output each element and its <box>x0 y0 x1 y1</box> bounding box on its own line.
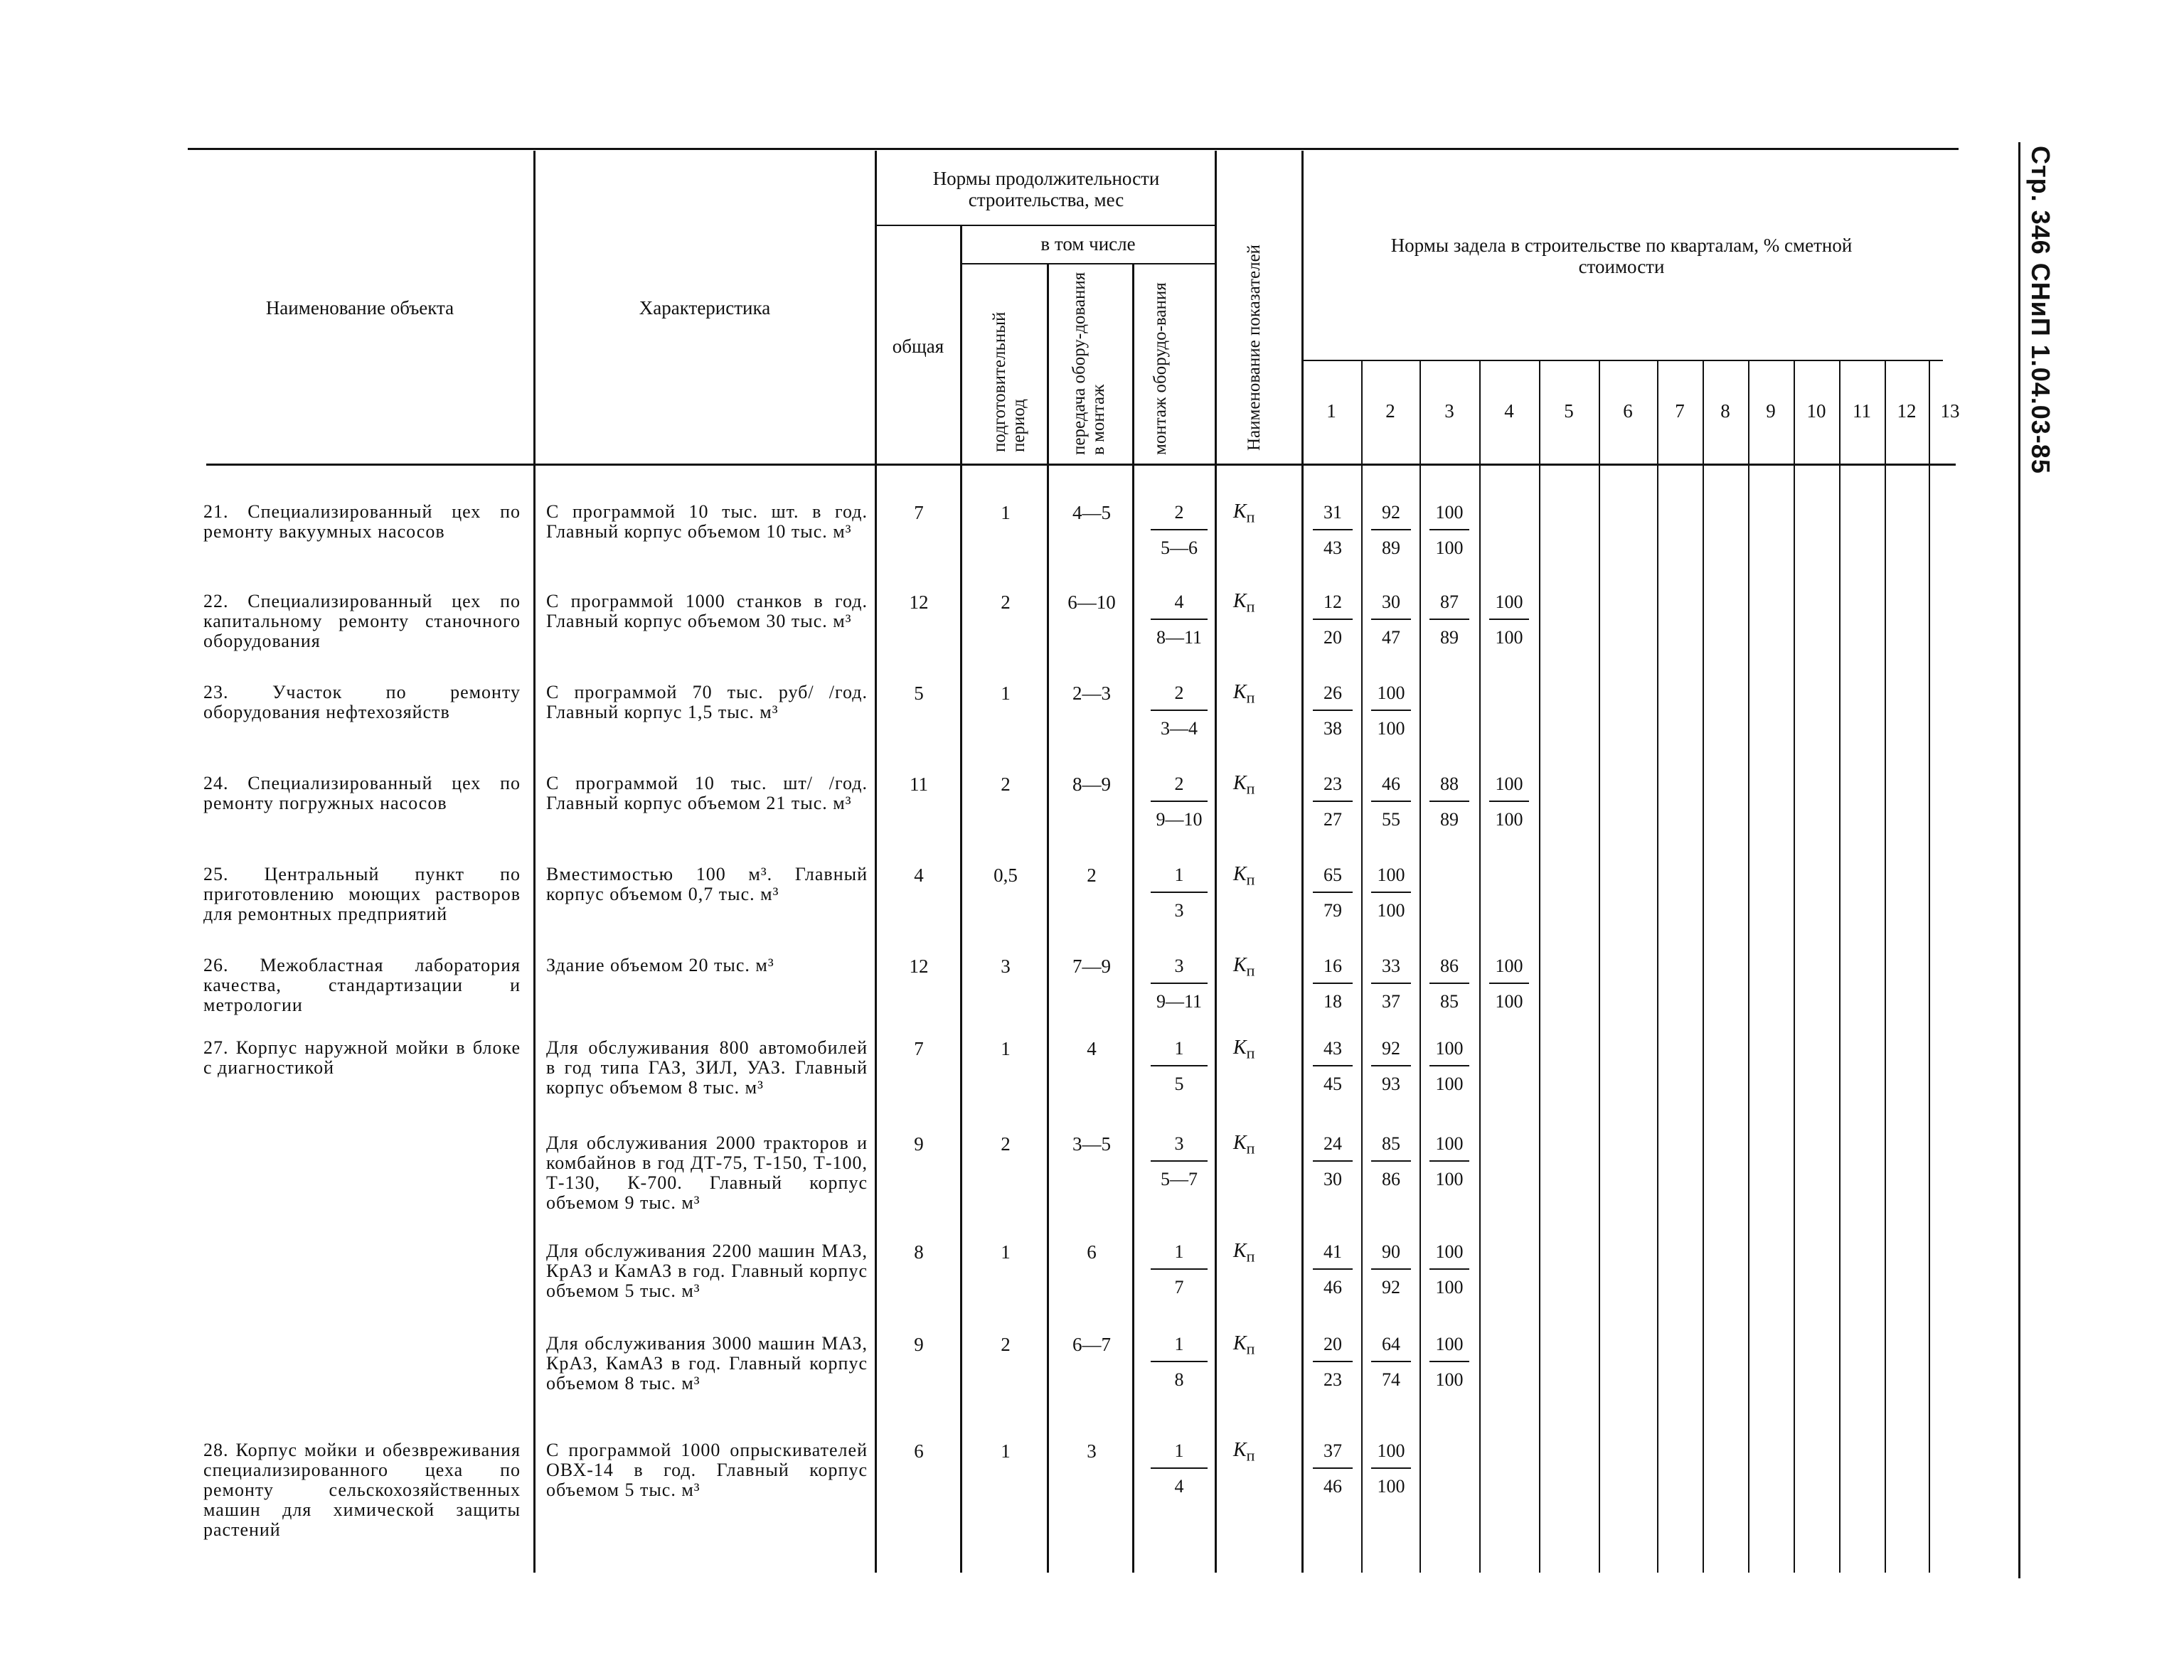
fraction-numerator: 43 <box>1313 1038 1353 1066</box>
header-norms-duration: Нормы продолжительности строительства, мес <box>932 168 1160 210</box>
q-rule <box>1794 361 1795 1573</box>
indicator-kp <box>1233 1037 1255 1063</box>
duration-transfer: 3—5 <box>1072 1133 1111 1155</box>
quarter-number: 8 <box>1720 400 1730 422</box>
q-rule <box>1657 361 1658 1573</box>
q-rule <box>1419 361 1421 1573</box>
duration-prep: 1 <box>1001 502 1011 523</box>
fraction-denominator: 100 <box>1377 718 1405 739</box>
indicator-subscript: п <box>1246 1339 1255 1358</box>
duration-total: 6 <box>914 1440 924 1462</box>
fraction-denominator: 45 <box>1323 1074 1342 1094</box>
fraction-denominator: 5—7 <box>1161 1169 1198 1189</box>
quarter-value <box>1429 1133 1469 1190</box>
quarter-value <box>1489 592 1529 648</box>
object-name: 24. Специализированный цех по ремонту погружных насосов <box>203 773 521 813</box>
characteristic: С программой 10 тыс. шт/ /год. Главный корпус объемом 21 тыс. м³ <box>546 773 868 813</box>
characteristic: С программой 10 тыс. шт. в год. Главный корпус объемом 10 тыс. м³ <box>546 501 868 542</box>
header-backlog: Нормы задела в строительстве по кварталам, % сметной стоимости <box>1390 235 1853 277</box>
duration-total: 4 <box>914 865 924 886</box>
fraction-numerator: 23 <box>1313 774 1353 802</box>
fraction-numerator: 100 <box>1429 1038 1469 1066</box>
quarter-value <box>1429 1241 1469 1298</box>
fraction-denominator: 23 <box>1323 1369 1342 1390</box>
header-rule-duration <box>876 225 1215 226</box>
duration-prep: 3 <box>1001 956 1011 977</box>
fraction-numerator: 1 <box>1151 1334 1208 1362</box>
fraction-numerator: 1 <box>1151 1440 1208 1469</box>
characteristic: Вместимостью 100 м³. Главный корпус объемом 0,7 тыс. м³ <box>546 864 868 904</box>
duration-transfer: 6—7 <box>1072 1334 1111 1355</box>
page-label: Стр. 346 СНиП 1.04.03-85 <box>2026 146 2055 474</box>
duration-install <box>1151 1133 1208 1190</box>
indicator-subscript: п <box>1246 961 1255 980</box>
quarter-number: 13 <box>1940 400 1960 422</box>
quarter-number: 10 <box>1806 400 1826 422</box>
duration-total: 9 <box>914 1334 924 1355</box>
indicator-letter: К <box>1233 590 1247 612</box>
fraction-numerator: 2 <box>1151 683 1208 711</box>
fraction-numerator: 100 <box>1371 865 1411 893</box>
duration-install <box>1151 956 1208 1012</box>
duration-prep: 2 <box>1001 1334 1011 1355</box>
indicator-letter: К <box>1233 501 1247 523</box>
fraction-denominator: 55 <box>1382 809 1400 830</box>
fraction-numerator: 100 <box>1489 956 1529 984</box>
quarter-value <box>1371 865 1411 921</box>
quarter-value <box>1313 774 1353 830</box>
fraction-numerator: 20 <box>1313 1334 1353 1362</box>
quarter-number: 11 <box>1853 400 1871 422</box>
fraction-numerator: 1 <box>1151 1241 1208 1270</box>
fraction-denominator: 100 <box>1377 1476 1405 1497</box>
fraction-numerator: 100 <box>1489 592 1529 620</box>
fraction-numerator: 2 <box>1151 502 1208 530</box>
indicator-letter: К <box>1233 772 1247 794</box>
fraction-denominator: 37 <box>1382 991 1400 1012</box>
fraction-denominator: 89 <box>1440 627 1459 648</box>
quarter-value <box>1313 1038 1353 1095</box>
header-transfer: передача обору-дования в монтаж <box>1070 272 1108 455</box>
indicator-letter: К <box>1233 681 1247 703</box>
indicator-subscript: п <box>1246 508 1255 526</box>
quarter-number: 3 <box>1444 400 1454 422</box>
duration-install <box>1151 1241 1208 1298</box>
duration-transfer: 7—9 <box>1072 956 1111 977</box>
fraction-numerator: 92 <box>1371 1038 1411 1066</box>
col-rule-indicator <box>1301 151 1304 1573</box>
characteristic: Для обслуживания 3000 машин МАЗ, КрАЗ, КамАЗ в год. Главный корпус объемом 8 тыс. м³ <box>546 1333 868 1393</box>
indicator-letter: К <box>1233 1439 1247 1461</box>
duration-install <box>1151 1440 1208 1497</box>
duration-total: 11 <box>910 774 928 795</box>
header-bottom-rule <box>206 464 1956 466</box>
fraction-denominator: 100 <box>1495 809 1523 830</box>
fraction-denominator: 3—4 <box>1161 718 1198 739</box>
quarter-number: 7 <box>1675 400 1685 422</box>
fraction-numerator: 2 <box>1151 774 1208 802</box>
header-prep: подготовительный период <box>990 311 1028 452</box>
fraction-numerator: 12 <box>1313 592 1353 620</box>
quarter-value <box>1371 1133 1411 1190</box>
fraction-numerator: 24 <box>1313 1133 1353 1162</box>
quarter-value <box>1371 1334 1411 1391</box>
quarter-number: 6 <box>1623 400 1633 422</box>
col-rule-total <box>960 226 962 1573</box>
fraction-denominator: 100 <box>1435 537 1464 558</box>
fraction-numerator: 26 <box>1313 683 1353 711</box>
quarter-value <box>1371 592 1411 648</box>
duration-prep: 0,5 <box>994 865 1018 886</box>
indicator-subscript: п <box>1246 779 1255 798</box>
fraction-denominator: 100 <box>1435 1074 1464 1094</box>
q-rule <box>1703 361 1704 1573</box>
col-rule-transfer <box>1132 264 1134 1573</box>
indicator-kp <box>1233 1439 1255 1465</box>
fraction-denominator: 5—6 <box>1161 537 1198 558</box>
col-rule-name <box>533 151 536 1573</box>
fraction-numerator: 64 <box>1371 1334 1411 1362</box>
duration-prep: 2 <box>1001 592 1011 613</box>
quarter-value <box>1429 1334 1469 1391</box>
quarter-value <box>1489 956 1529 1012</box>
fraction-denominator: 100 <box>1435 1169 1464 1189</box>
fraction-denominator: 46 <box>1323 1277 1342 1298</box>
fraction-numerator: 92 <box>1371 502 1411 530</box>
indicator-letter: К <box>1233 954 1247 976</box>
quarter-value <box>1429 774 1469 830</box>
fraction-numerator: 41 <box>1313 1241 1353 1270</box>
fraction-denominator: 27 <box>1323 809 1342 830</box>
quarter-value <box>1371 1038 1411 1095</box>
fraction-denominator: 3 <box>1174 900 1184 921</box>
duration-transfer: 4 <box>1087 1038 1097 1059</box>
fraction-numerator: 88 <box>1429 774 1469 802</box>
fraction-denominator: 38 <box>1323 718 1342 739</box>
object-name: 22. Специализированный цех по капитальному ремонту станочного оборудования <box>203 591 521 651</box>
fraction-denominator: 100 <box>1435 1369 1464 1390</box>
quarter-number: 4 <box>1504 400 1514 422</box>
object-name: 21. Специализированный цех по ремонту вакуумных насосов <box>203 501 521 542</box>
duration-transfer: 6 <box>1087 1241 1097 1263</box>
fraction-denominator: 100 <box>1495 991 1523 1012</box>
fraction-numerator: 85 <box>1371 1133 1411 1162</box>
indicator-kp <box>1233 772 1255 798</box>
q-rule <box>1885 361 1886 1573</box>
quarter-value <box>1313 592 1353 648</box>
fraction-numerator: 37 <box>1313 1440 1353 1469</box>
quarter-value <box>1371 774 1411 830</box>
quarter-value <box>1429 502 1469 559</box>
fraction-numerator: 1 <box>1151 865 1208 893</box>
fraction-numerator: 65 <box>1313 865 1353 893</box>
fraction-numerator: 31 <box>1313 502 1353 530</box>
header-char: Характеристика <box>639 297 771 319</box>
fraction-denominator: 9—11 <box>1156 991 1203 1012</box>
fraction-denominator: 100 <box>1377 900 1405 921</box>
fraction-denominator: 47 <box>1382 627 1400 648</box>
fraction-denominator: 9—10 <box>1156 809 1203 830</box>
fraction-numerator: 3 <box>1151 1133 1208 1162</box>
object-name: 28. Корпус мойки и обезвреживания специализированного цеха по ремонту сельскохозяйственных машин для химической защиты растений <box>203 1440 521 1540</box>
table-top-rule <box>188 148 1959 150</box>
fraction-denominator: 85 <box>1440 991 1459 1012</box>
duration-install <box>1151 1038 1208 1095</box>
fraction-numerator: 100 <box>1371 1440 1411 1469</box>
quarter-number: 5 <box>1564 400 1574 422</box>
quarter-value <box>1313 865 1353 921</box>
fraction-denominator: 4 <box>1174 1476 1184 1497</box>
fraction-numerator: 100 <box>1489 774 1529 802</box>
quarter-value <box>1429 592 1469 648</box>
duration-prep: 2 <box>1001 1133 1011 1155</box>
object-name: 26. Межобластная лаборатория качества, стандартизации и метрологии <box>203 955 521 1015</box>
indicator-subscript: п <box>1246 1446 1255 1465</box>
header-indicator: Наименование показателей <box>1245 244 1264 451</box>
duration-total: 5 <box>914 683 924 704</box>
q-rule <box>1748 361 1749 1573</box>
characteristic: С программой 1000 станков в год. Главный корпус объемом 30 тыс. м³ <box>546 591 868 631</box>
fraction-denominator: 20 <box>1323 627 1342 648</box>
fraction-denominator: 46 <box>1323 1476 1342 1497</box>
fraction-numerator: 90 <box>1371 1241 1411 1270</box>
quarter-number: 12 <box>1897 400 1917 422</box>
indicator-subscript: п <box>1246 1139 1255 1157</box>
quarter-value <box>1371 502 1411 559</box>
fraction-denominator: 79 <box>1323 900 1342 921</box>
characteristic: Для обслуживания 2200 машин МАЗ, КрАЗ и КамАЗ в год. Главный корпус объемом 5 тыс. м³ <box>546 1241 868 1301</box>
characteristic: С программой 70 тыс. руб/ /год. Главный корпус 1,5 тыс. м³ <box>546 682 868 722</box>
fraction-denominator: 43 <box>1323 537 1342 558</box>
header-rule-quarters <box>1303 360 1943 361</box>
indicator-letter: К <box>1233 1240 1247 1262</box>
duration-transfer: 6—10 <box>1067 592 1116 613</box>
side-rule <box>2018 142 2020 1578</box>
q-rule <box>1479 361 1481 1573</box>
fraction-denominator: 92 <box>1382 1277 1400 1298</box>
duration-total: 12 <box>909 592 929 613</box>
duration-install <box>1151 865 1208 921</box>
duration-prep: 2 <box>1001 774 1011 795</box>
indicator-subscript: п <box>1246 597 1255 616</box>
fraction-denominator: 18 <box>1323 991 1342 1012</box>
indicator-subscript: п <box>1246 1044 1255 1062</box>
fraction-denominator: 8 <box>1174 1369 1184 1390</box>
quarter-value <box>1313 1334 1353 1391</box>
fraction-numerator: 100 <box>1429 1334 1469 1362</box>
quarter-value <box>1313 1133 1353 1190</box>
fraction-numerator: 86 <box>1429 956 1469 984</box>
header-incl: в том числе <box>1040 233 1136 255</box>
duration-transfer: 2 <box>1087 865 1097 886</box>
quarter-value <box>1429 1038 1469 1095</box>
q-rule <box>1539 361 1540 1573</box>
q-rule <box>1929 361 1930 1573</box>
quarter-value <box>1371 1241 1411 1298</box>
header-install: монтаж оборудо-вания <box>1151 282 1170 455</box>
duration-total: 7 <box>914 1038 924 1059</box>
fraction-denominator: 30 <box>1323 1169 1342 1189</box>
fraction-denominator: 74 <box>1382 1369 1400 1390</box>
indicator-kp <box>1233 590 1255 616</box>
duration-total: 7 <box>914 502 924 523</box>
duration-prep: 1 <box>1001 1241 1011 1263</box>
indicator-kp <box>1233 954 1255 980</box>
duration-install <box>1151 592 1208 648</box>
fraction-denominator: 89 <box>1440 809 1459 830</box>
quarter-value <box>1371 1440 1411 1497</box>
indicator-letter: К <box>1233 1037 1247 1059</box>
indicator-letter: К <box>1233 1132 1247 1154</box>
duration-total: 12 <box>909 956 929 977</box>
fraction-denominator: 7 <box>1174 1277 1184 1298</box>
indicator-letter: К <box>1233 863 1247 885</box>
duration-install <box>1151 774 1208 830</box>
header-total: общая <box>892 336 944 357</box>
duration-transfer: 4—5 <box>1072 502 1111 523</box>
fraction-numerator: 87 <box>1429 592 1469 620</box>
q-rule <box>1839 361 1841 1573</box>
indicator-subscript: п <box>1246 688 1255 707</box>
fraction-numerator: 100 <box>1429 1133 1469 1162</box>
duration-transfer: 2—3 <box>1072 683 1111 704</box>
quarter-number: 9 <box>1766 400 1776 422</box>
quarter-value <box>1371 956 1411 1012</box>
indicator-kp <box>1233 1132 1255 1158</box>
fraction-numerator: 100 <box>1429 502 1469 530</box>
q-rule <box>1361 361 1363 1573</box>
object-name: 23. Участок по ремонту оборудования нефтехозяйств <box>203 682 521 722</box>
fraction-numerator: 46 <box>1371 774 1411 802</box>
indicator-kp <box>1233 1332 1255 1359</box>
fraction-denominator: 100 <box>1495 627 1523 648</box>
q-rule <box>1599 361 1600 1573</box>
fraction-numerator: 4 <box>1151 592 1208 620</box>
indicator-kp <box>1233 1240 1255 1266</box>
fraction-numerator: 30 <box>1371 592 1411 620</box>
fraction-numerator: 100 <box>1429 1241 1469 1270</box>
indicator-kp <box>1233 681 1255 707</box>
duration-install <box>1151 683 1208 739</box>
quarter-value <box>1429 956 1469 1012</box>
fraction-denominator: 100 <box>1435 1277 1464 1298</box>
header-name: Наименование объекта <box>265 297 454 319</box>
characteristic: Для обслуживания 800 автомобилей в год типа ГАЗ, ЗИЛ, УАЗ. Главный корпус объемом 8 тыс. м³ <box>546 1037 868 1098</box>
duration-transfer: 3 <box>1087 1440 1097 1462</box>
fraction-denominator: 93 <box>1382 1074 1400 1094</box>
indicator-letter: К <box>1233 1332 1247 1354</box>
duration-install <box>1151 1334 1208 1391</box>
duration-total: 8 <box>914 1241 924 1263</box>
quarter-number: 2 <box>1385 400 1395 422</box>
fraction-denominator: 8—11 <box>1156 627 1203 648</box>
fraction-numerator: 3 <box>1151 956 1208 984</box>
duration-total: 9 <box>914 1133 924 1155</box>
object-name: 25. Центральный пункт по приготовлению моющих растворов для ремонтных предприятий <box>203 864 521 924</box>
quarter-value <box>1313 1440 1353 1497</box>
col-rule-prep <box>1047 264 1049 1573</box>
indicator-subscript: п <box>1246 870 1255 889</box>
quarter-value <box>1313 1241 1353 1298</box>
fraction-numerator: 16 <box>1313 956 1353 984</box>
characteristic: Для обслуживания 2000 тракторов и комбайнов в год ДТ-75, Т-150, Т-100, Т-130, К-700. Главный корпус объемом 9 тыс. м³ <box>546 1133 868 1213</box>
duration-prep: 1 <box>1001 1440 1011 1462</box>
duration-install <box>1151 502 1208 559</box>
col-rule-char <box>875 151 877 1573</box>
duration-prep: 1 <box>1001 1038 1011 1059</box>
indicator-subscript: п <box>1246 1247 1255 1266</box>
quarter-value <box>1313 502 1353 559</box>
fraction-denominator: 89 <box>1382 537 1400 558</box>
fraction-numerator: 33 <box>1371 956 1411 984</box>
duration-transfer: 8—9 <box>1072 774 1111 795</box>
fraction-numerator: 1 <box>1151 1038 1208 1066</box>
quarter-number: 1 <box>1326 400 1336 422</box>
indicator-kp <box>1233 863 1255 889</box>
duration-prep: 1 <box>1001 683 1011 704</box>
quarter-value <box>1371 683 1411 739</box>
characteristic: Здание объемом 20 тыс. м³ <box>546 955 774 975</box>
object-name: 27. Корпус наружной мойки в блоке с диагностикой <box>203 1037 521 1078</box>
quarter-value <box>1313 956 1353 1012</box>
fraction-denominator: 5 <box>1174 1074 1184 1094</box>
col-rule-install <box>1215 151 1217 1573</box>
characteristic: С программой 1000 опрыскивателей ОВХ-14 в год. Главный корпус объемом 5 тыс. м³ <box>546 1440 868 1500</box>
quarter-value <box>1313 683 1353 739</box>
quarter-value <box>1489 774 1529 830</box>
indicator-kp <box>1233 501 1255 527</box>
fraction-numerator: 100 <box>1371 683 1411 711</box>
fraction-denominator: 86 <box>1382 1169 1400 1189</box>
